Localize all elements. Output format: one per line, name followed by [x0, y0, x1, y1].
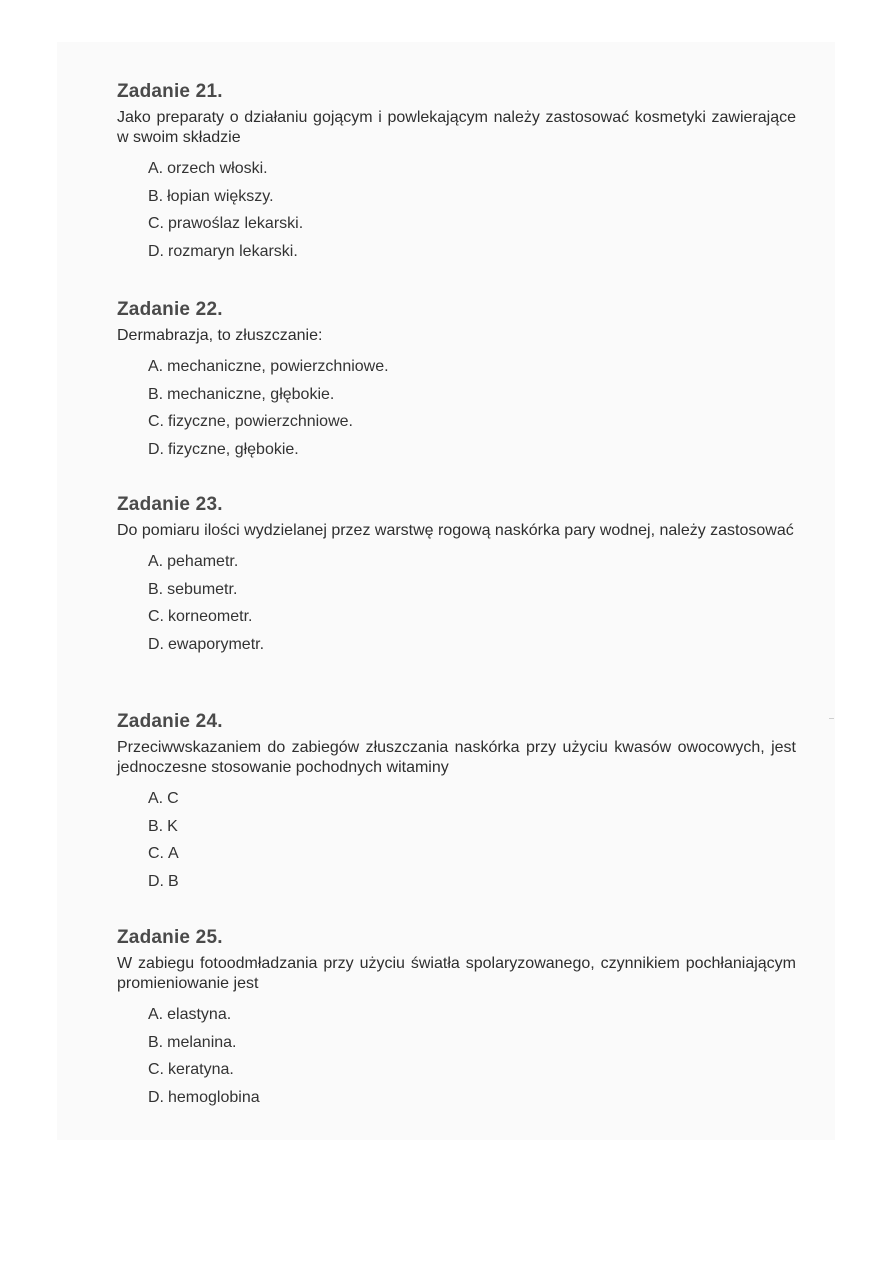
option-text: A — [168, 845, 179, 862]
option-text: melanina. — [167, 1033, 237, 1051]
option-letter: C. — [148, 413, 164, 430]
answer-option-a — [148, 1005, 796, 1033]
task-25 — [117, 926, 796, 1115]
option-text: ewaporymetr. — [168, 635, 265, 653]
option-text: fizyczne, głębokie. — [168, 440, 299, 458]
task-title: Zadanie 22. — [117, 299, 223, 320]
option-letter: A. — [148, 790, 164, 807]
option-letter: A. — [148, 1006, 164, 1023]
option-text: orzech włoski. — [167, 160, 268, 177]
option-text: pehametr. — [167, 553, 239, 570]
option-text: elastyna. — [167, 1006, 232, 1023]
task-24 — [117, 710, 796, 926]
option-letter: B. — [148, 385, 164, 403]
answer-option-b — [148, 1033, 796, 1061]
answer-option-c — [148, 607, 796, 635]
answer-option-d — [148, 242, 796, 270]
task-question: Dermabrazja, to złuszczanie: — [117, 327, 323, 344]
option-letter: B. — [148, 817, 164, 835]
option-letter: A. — [148, 553, 164, 570]
option-letter: C. — [148, 215, 164, 232]
option-letter: B. — [148, 187, 164, 205]
answer-option-d — [148, 440, 796, 468]
option-text: C — [167, 790, 179, 807]
answer-options — [117, 1005, 796, 1115]
answer-option-b — [148, 385, 796, 413]
option-text: keratyna. — [168, 1061, 234, 1078]
answer-option-d — [148, 872, 796, 900]
option-text: łopian większy. — [167, 187, 274, 205]
option-text: K — [167, 817, 178, 835]
answer-option-c — [148, 214, 796, 242]
answer-option-d — [148, 635, 796, 663]
option-letter: D. — [148, 635, 164, 653]
option-letter: D. — [148, 242, 164, 260]
option-text: rozmaryn lekarski. — [168, 242, 298, 260]
option-text: B — [168, 872, 179, 890]
task-title: Zadanie 23. — [117, 494, 223, 515]
option-text: korneometr. — [168, 608, 253, 625]
scan-artifact — [829, 718, 834, 719]
answer-option-c — [148, 844, 796, 872]
option-letter: A. — [148, 358, 164, 375]
task-title: Zadanie 24. — [117, 711, 223, 732]
option-text: mechaniczne, powierzchniowe. — [167, 358, 389, 375]
answer-option-a — [148, 159, 796, 187]
answer-options — [117, 789, 796, 899]
task-question: Do pomiaru ilości wydzielanej przez warstwę rogową naskórka pary wodnej, należy zastosować — [117, 522, 794, 539]
option-letter: A. — [148, 160, 164, 177]
option-text: sebumetr. — [167, 580, 238, 598]
task-title: Zadanie 21. — [117, 81, 223, 102]
option-letter: D. — [148, 872, 164, 890]
answer-option-d — [148, 1088, 796, 1116]
answer-option-a — [148, 789, 796, 817]
task-22 — [117, 298, 796, 493]
task-question: Jako preparaty o działaniu gojącym i powlekającym należy zastosować kosmetyki zawierające w swoim składzie — [117, 109, 796, 146]
task-title: Zadanie 25. — [117, 927, 223, 948]
task-question: Przeciwwskazaniem do zabiegów złuszczania naskórka przy użyciu kwasów owocowych, jest jednoczesne stosowanie pochodnych witaminy — [117, 739, 796, 776]
answer-option-a — [148, 357, 796, 385]
option-letter: B. — [148, 580, 164, 598]
option-letter: D. — [148, 1088, 164, 1106]
option-letter: C. — [148, 1061, 164, 1078]
answer-option-c — [148, 1060, 796, 1088]
answer-option-b — [148, 817, 796, 845]
option-text: fizyczne, powierzchniowe. — [168, 413, 353, 430]
task-21 — [117, 80, 796, 298]
task-23 — [117, 493, 796, 710]
answer-options — [117, 357, 796, 467]
option-text: prawoślaz lekarski. — [168, 215, 304, 232]
option-text: mechaniczne, głębokie. — [167, 385, 335, 403]
answer-option-c — [148, 412, 796, 440]
option-letter: C. — [148, 608, 164, 625]
answer-option-b — [148, 187, 796, 215]
exam-content — [117, 80, 796, 1115]
option-letter: C. — [148, 845, 164, 862]
option-letter: D. — [148, 440, 164, 458]
option-letter: B. — [148, 1033, 164, 1051]
task-question: W zabiegu fotoodmładzania przy użyciu światła spolaryzowanego, czynnikiem pochłaniającym promieniowanie jest — [117, 955, 796, 992]
answer-options — [117, 552, 796, 662]
option-text: hemoglobina — [168, 1088, 260, 1106]
answer-option-b — [148, 580, 796, 608]
answer-option-a — [148, 552, 796, 580]
answer-options — [117, 159, 796, 269]
